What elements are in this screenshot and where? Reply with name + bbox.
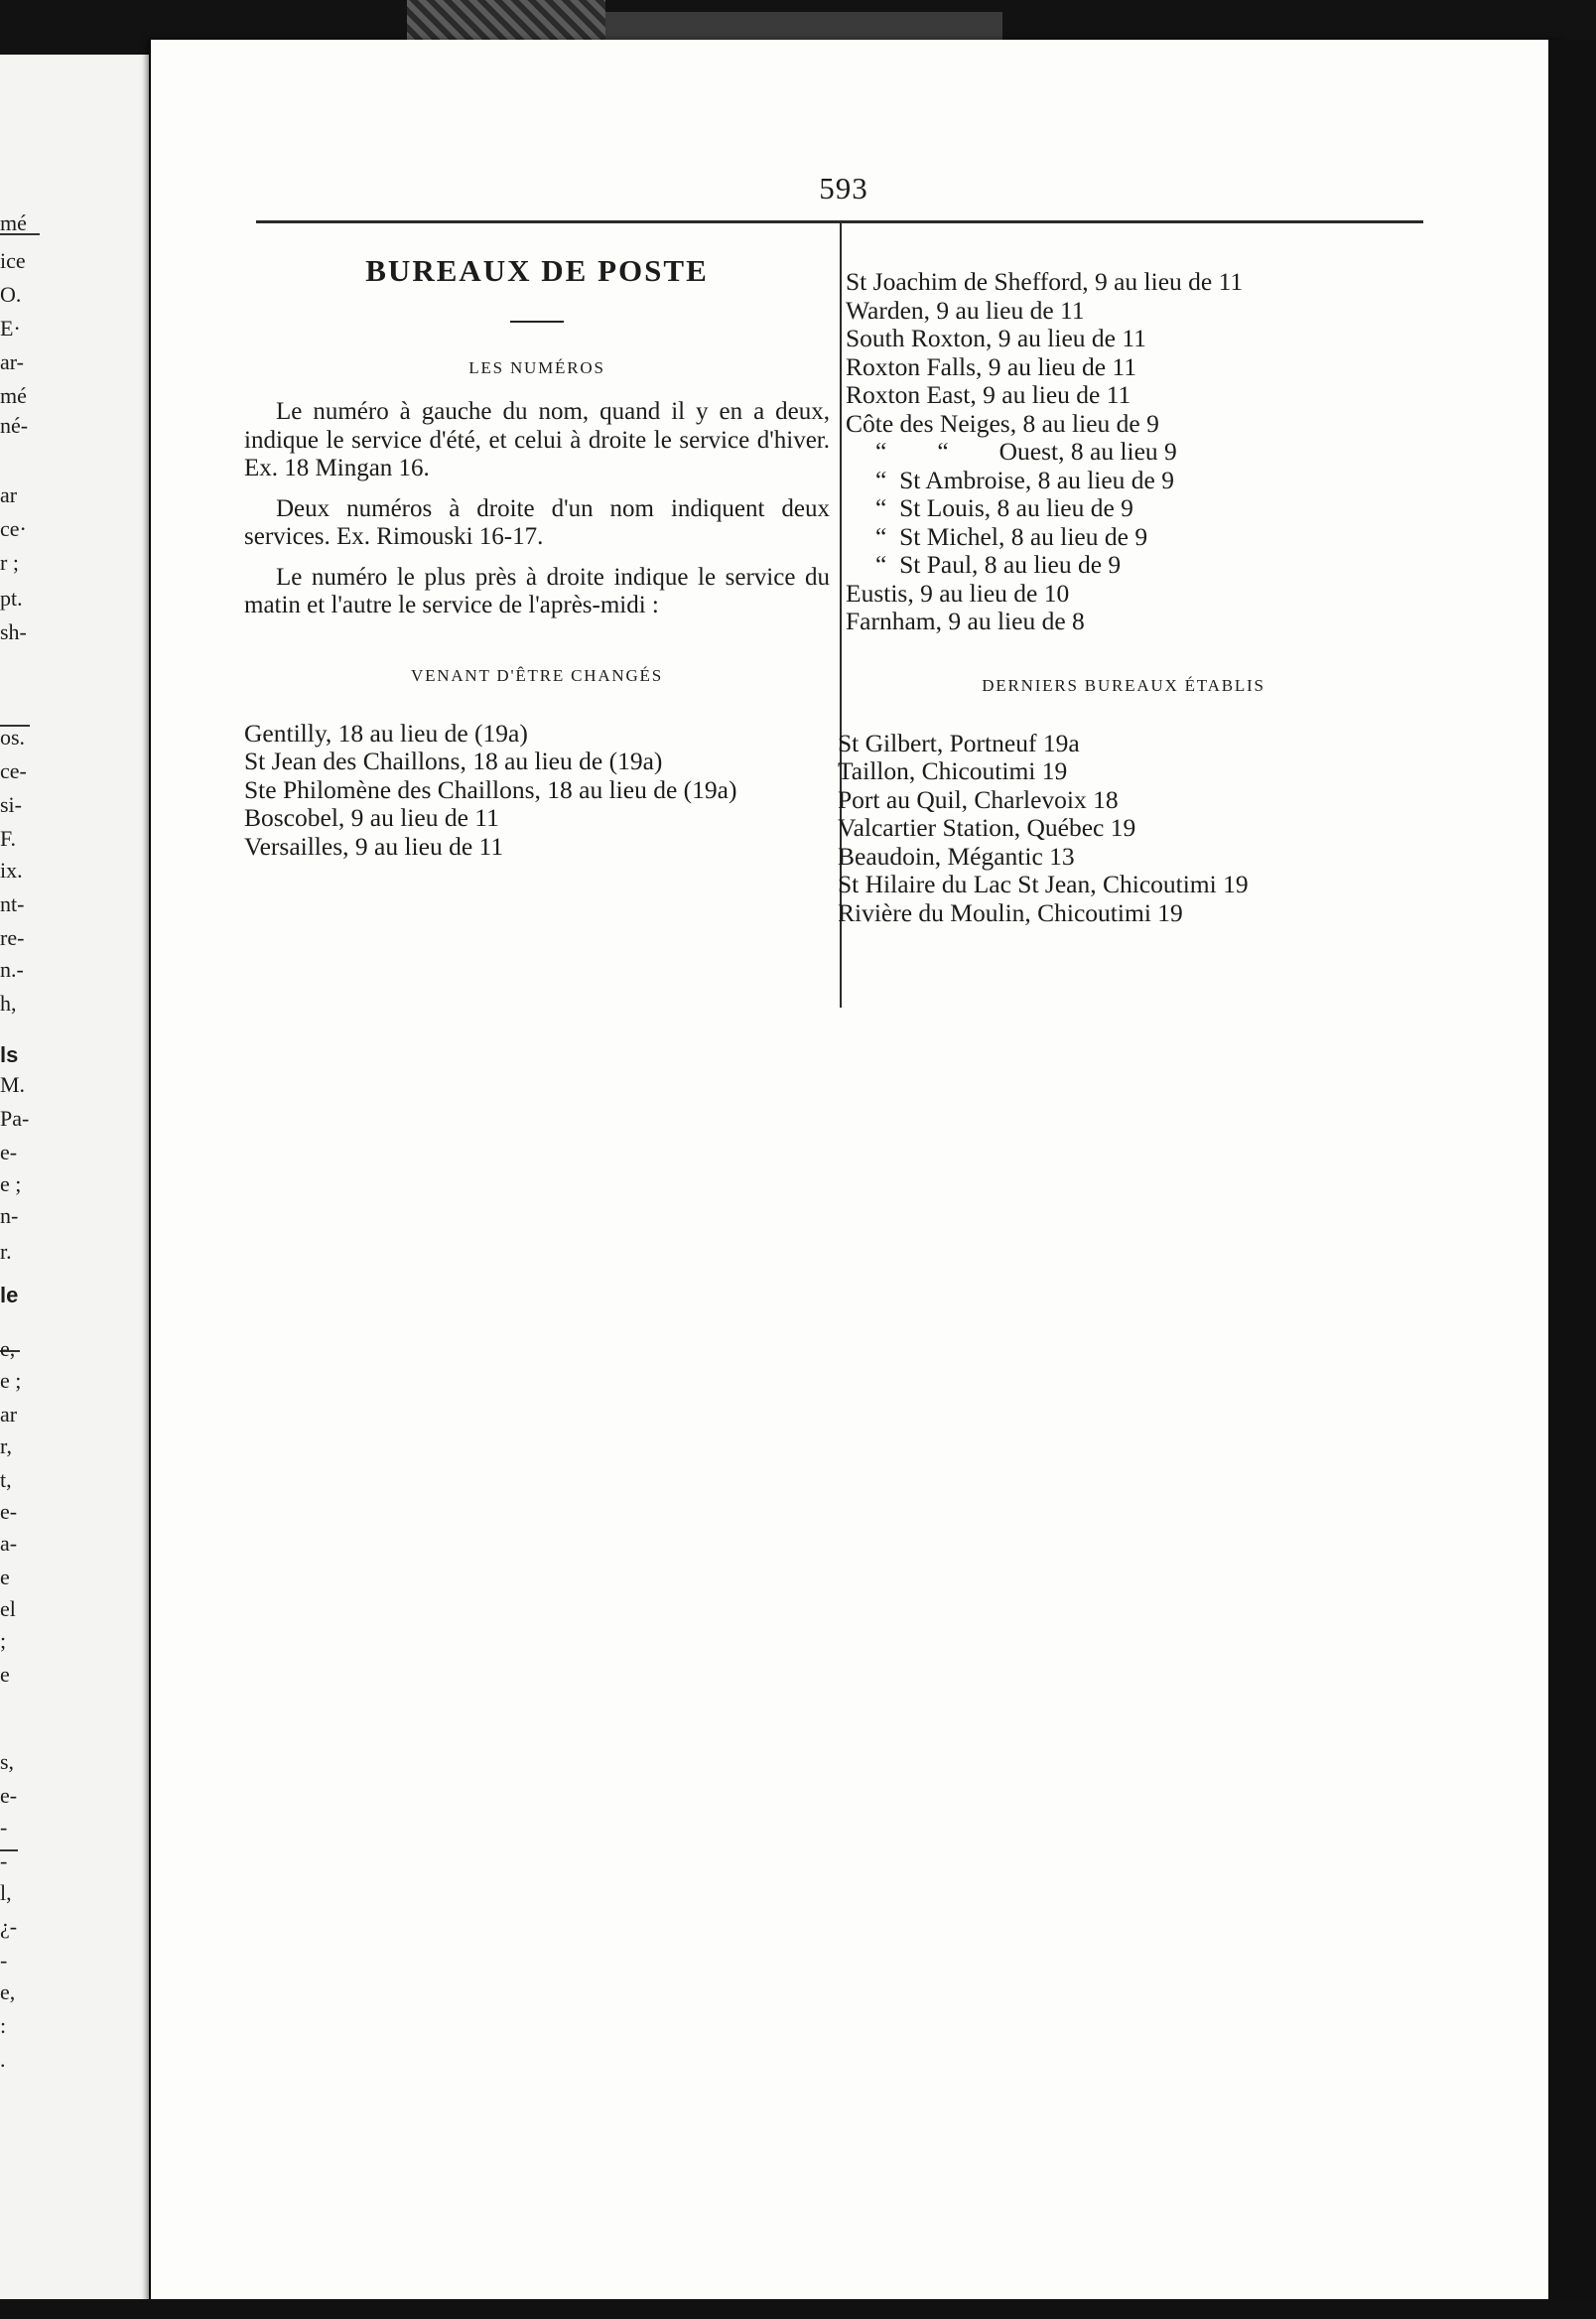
list-item: St Hilaire du Lac St Jean, Chicoutimi 19 xyxy=(838,870,1249,898)
previous-page-fragment: . xyxy=(0,2047,6,2072)
previous-page-fragment: mé xyxy=(0,383,27,408)
right-column xyxy=(838,267,1401,927)
previous-page-fragment: a- xyxy=(0,1531,18,1556)
previous-page-fragment: - xyxy=(0,1815,8,1840)
previous-page-fragment: : xyxy=(0,2013,7,2038)
previous-page-fragment: e, xyxy=(0,1979,16,2004)
previous-page-fragment: le xyxy=(0,1283,19,1307)
previous-page-fragment: os. xyxy=(0,725,26,750)
changes-list xyxy=(244,720,830,862)
previous-page-fragment: el xyxy=(0,1596,16,1621)
list-item: Boscobel, 9 au lieu de 11 xyxy=(244,803,499,832)
previous-page-fragment: E· xyxy=(0,316,21,341)
previous-page-fragment: e- xyxy=(0,1783,18,1808)
previous-page-sliver xyxy=(0,55,149,2319)
previous-page-fragment: t, xyxy=(0,1467,12,1492)
list-item: Eustis, 9 au lieu de 10 xyxy=(846,578,1070,608)
previous-page-fragment: l, xyxy=(0,1880,12,1905)
subheading-derniers: DERNIERS BUREAUX ÉTABLIS xyxy=(982,675,1265,695)
list-item: South Roxton, 9 au lieu de 11 xyxy=(846,324,1146,352)
previous-page-fragment: ar xyxy=(0,1402,18,1427)
previous-page-fragment: re- xyxy=(0,925,25,950)
previous-page-fragment: ¿- xyxy=(0,1914,18,1939)
previous-page-fragment: ls xyxy=(0,1042,19,1067)
previous-page-fragment: pt. xyxy=(0,586,23,611)
subheading-numeros: LES NUMÉROS xyxy=(468,358,605,377)
list-item: Roxton Falls, 9 au lieu de 11 xyxy=(846,351,1136,381)
binding-clip xyxy=(407,0,605,40)
previous-page-fragment: n.- xyxy=(0,957,24,982)
changes-list-continued xyxy=(846,268,1401,636)
previous-page-fragment: né- xyxy=(0,413,29,438)
previous-page-fragment: mé xyxy=(0,210,27,235)
paragraph: Le numéro le plus près à droite indique le service du matin et l'autre le service de l'après-midi : xyxy=(244,563,830,618)
previous-page-fragment: r. xyxy=(0,1239,12,1264)
previous-page-fragment: s, xyxy=(0,1749,15,1774)
previous-page-fragment: Pa- xyxy=(0,1106,30,1131)
previous-page-fragment: F. xyxy=(0,826,16,851)
list-item: St Joachim de Shefford, 9 au lieu de 11 xyxy=(846,267,1244,296)
previous-page-fragment: e- xyxy=(0,1140,18,1164)
list-item: “ St Paul, 8 au lieu de 9 xyxy=(875,550,1122,579)
previous-page-fragment: e ; xyxy=(0,1171,22,1196)
previous-page-fragment: ce· xyxy=(0,516,27,541)
previous-page-fragment: ce- xyxy=(0,758,27,783)
previous-page-fragment: ice xyxy=(0,248,26,273)
previous-page-fragment: e- xyxy=(0,1499,18,1524)
left-column xyxy=(244,253,830,861)
title-dash xyxy=(510,321,564,323)
previous-page-fragment: ix. xyxy=(0,858,23,883)
paragraph: Le numéro à gauche du nom, quand il y en a deux, indique le service d'été, et celui à droite le service d'hiver. Ex. 18 Mingan 16. xyxy=(244,398,830,481)
previous-page-fragment: O. xyxy=(0,282,22,307)
page-number: 593 xyxy=(819,171,868,205)
previous-page-fragment: e xyxy=(0,1662,10,1687)
previous-page-fragment: sh- xyxy=(0,619,27,644)
list-item: Valcartier Station, Québec 19 xyxy=(838,813,1136,842)
page-edge-shadow xyxy=(1548,40,1596,2319)
previous-page-fragment: r ; xyxy=(0,550,19,575)
list-item: Côte des Neiges, 8 au lieu de 9 xyxy=(846,408,1159,438)
scanner-bottom-background xyxy=(0,2299,1596,2319)
list-item: “ St Ambroise, 8 au lieu de 9 xyxy=(875,465,1174,494)
list-item: “ “ Ouest, 8 au lieu 9 xyxy=(875,437,1177,466)
previous-page-fragment: e ; xyxy=(0,1368,22,1393)
previous-page-fragment: n- xyxy=(0,1203,19,1228)
list-item: Beaudoin, Mégantic 13 xyxy=(838,841,1075,871)
previous-page-fragment: e, xyxy=(0,1336,16,1361)
previous-page-fragment: nt- xyxy=(0,891,25,916)
previous-page-fragment: r, xyxy=(0,1433,12,1458)
list-item: “ St Michel, 8 au lieu de 9 xyxy=(875,521,1148,551)
list-item: “ St Louis, 8 au lieu de 9 xyxy=(875,493,1133,522)
list-item: Taillon, Chicoutimi 19 xyxy=(838,756,1068,785)
previous-page-fragment: - xyxy=(0,1948,8,1973)
new-offices-list xyxy=(838,730,1401,928)
list-item: Rivière du Moulin, Chicoutimi 19 xyxy=(838,897,1183,927)
previous-page-fragment: ar- xyxy=(0,349,24,374)
paragraph: Deux numéros à droite d'un nom indiquent deux services. Ex. Rimouski 16-17. xyxy=(244,494,830,550)
list-item: Ste Philomène des Chaillons, 18 au lieu de (19a) xyxy=(244,774,737,804)
list-item: Port au Quil, Charlevoix 18 xyxy=(838,784,1119,814)
list-item: Gentilly, 18 au lieu de (19a) xyxy=(244,718,528,748)
previous-page-fragment: e xyxy=(0,1565,10,1589)
section-title: BUREAUX DE POSTE xyxy=(365,253,709,288)
list-item: Versailles, 9 au lieu de 11 xyxy=(244,831,504,861)
previous-page-fragment: h, xyxy=(0,991,17,1016)
list-item: St Gilbert, Portneuf 19a xyxy=(838,728,1080,757)
list-item: Roxton East, 9 au lieu de 11 xyxy=(846,380,1131,409)
list-item: Farnham, 9 au lieu de 8 xyxy=(846,607,1085,635)
previous-page-fragment: si- xyxy=(0,792,22,817)
list-item: Warden, 9 au lieu de 11 xyxy=(846,295,1085,325)
subheading-changes: VENANT D'ÊTRE CHANGÉS xyxy=(411,665,663,685)
list-item: St Jean des Chaillons, 18 au lieu de (19a) xyxy=(244,747,663,775)
previous-page-fragment: M. xyxy=(0,1072,26,1097)
previous-page-fragment: ar xyxy=(0,482,18,507)
previous-page-fragment: ; xyxy=(0,1628,7,1653)
previous-page-fragment: - xyxy=(0,1848,8,1873)
